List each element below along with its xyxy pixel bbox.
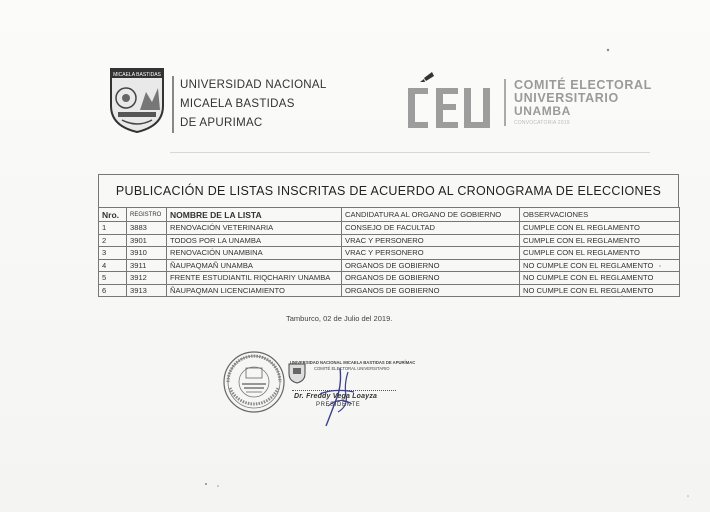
cell-nro: 1 <box>99 222 127 235</box>
committee-name-line: UNIVERSITARIO <box>514 91 619 105</box>
cell-candidatura: VRAC Y PERSONERO <box>342 247 520 260</box>
header-candidatura: CANDIDATURA AL ORGANO DE GOBIERNO <box>342 208 520 222</box>
table-row <box>99 259 680 272</box>
cell-registro: 3901 <box>127 234 167 247</box>
lists-table <box>98 174 679 297</box>
cell-observaciones: CUMPLE CON EL REGLAMENTO <box>520 222 680 235</box>
cell-observaciones: NO CUMPLE CON EL REGLAMENTO <box>520 259 680 272</box>
cell-nro: 3 <box>99 247 127 260</box>
table-row <box>99 247 680 260</box>
cell-nro: 2 <box>99 234 127 247</box>
university-crest-icon <box>108 66 166 134</box>
committee-name-line: COMITÉ ELECTORAL <box>514 78 652 92</box>
cell-nombre: RENOVACIÓN VETERINARIA <box>167 222 342 235</box>
cell-registro: 3912 <box>127 272 167 285</box>
ceu-logo-icon <box>404 70 494 134</box>
signatory-role: PRESIDENTE <box>316 402 361 408</box>
cell-candidatura: ORGANOS DE GOBIERNO <box>342 272 520 285</box>
cell-nombre: TODOS POR LA UNAMBA <box>167 234 342 247</box>
university-name-line: DE APURIMAC <box>180 117 263 129</box>
header-nombre: NOMBRE DE LA LISTA <box>167 208 342 222</box>
cell-nro: 5 <box>99 272 127 285</box>
stamp-line: UNIVERSIDAD NACIONAL MICAELA BASTIDAS DE APURÍMAC <box>290 360 416 365</box>
table-row <box>99 222 680 235</box>
cell-observaciones: NO CUMPLE CON EL REGLAMENTO <box>520 272 680 285</box>
header-observaciones: OBSERVACIONES <box>520 208 680 222</box>
university-name-line: MICAELA BASTIDAS <box>180 98 295 110</box>
header-nro: Nro. <box>99 208 127 222</box>
stamp-line: COMITÉ ELECTORAL UNIVERSITARIO <box>314 366 390 371</box>
university-name <box>172 76 327 133</box>
committee-name <box>504 79 652 126</box>
cell-observaciones: CUMPLE CON EL REGLAMENTO <box>520 234 680 247</box>
signatory-name: Dr. Freddy Vega Loayza <box>294 393 378 400</box>
table-row <box>99 234 680 247</box>
committee-subtitle: CONVOCATORIA 2019 <box>514 120 570 126</box>
cell-observaciones: NO CUMPLE CON EL REGLAMENTO <box>520 284 680 297</box>
cell-nombre: ÑAUPAQMAÑ UNAMBA <box>167 259 342 272</box>
cell-nro: 6 <box>99 284 127 297</box>
svg-text:MICAELA BASTIDAS: MICAELA BASTIDAS <box>113 72 161 78</box>
table-title: PUBLICACIÓN DE LISTAS INSCRITAS DE ACUERDO AL CRONOGRAMA DE ELECCIONES <box>98 174 679 207</box>
table-row <box>99 284 680 297</box>
cell-observaciones: CUMPLE CON EL REGLAMENTO <box>520 247 680 260</box>
committee-name-line: UNAMBA <box>514 104 571 118</box>
table-row <box>99 272 680 285</box>
date-line: Tamburco, 02 de Julio del 2019. <box>286 314 393 323</box>
cell-registro: 3883 <box>127 222 167 235</box>
cell-candidatura: VRAC Y PERSONERO <box>342 234 520 247</box>
table-header-row <box>99 208 680 222</box>
cell-nombre: ÑAUPAQMAN LICENCIAMIENTO <box>167 284 342 297</box>
cell-candidatura: ORGANOS DE GOBIERNO <box>342 284 520 297</box>
cell-candidatura: CONSEJO DE FACULTAD <box>342 222 520 235</box>
header-divider <box>170 152 650 153</box>
lists-grid <box>98 207 680 297</box>
official-seal-icon <box>222 350 286 414</box>
cell-candidatura: ORGANOS DE GOBIERNO <box>342 259 520 272</box>
cell-registro: 3913 <box>127 284 167 297</box>
cell-nro: 4 <box>99 259 127 272</box>
cell-registro: 3911 <box>127 259 167 272</box>
header-registro: REGISTRO <box>127 208 167 222</box>
university-name-line: UNIVERSIDAD NACIONAL <box>180 79 327 91</box>
cell-nombre: FRENTE ESTUDIANTIL RIQCHARIY UNAMBA <box>167 272 342 285</box>
cell-registro: 3910 <box>127 247 167 260</box>
cell-nombre: RENOVACIÓN UNAMBINA <box>167 247 342 260</box>
